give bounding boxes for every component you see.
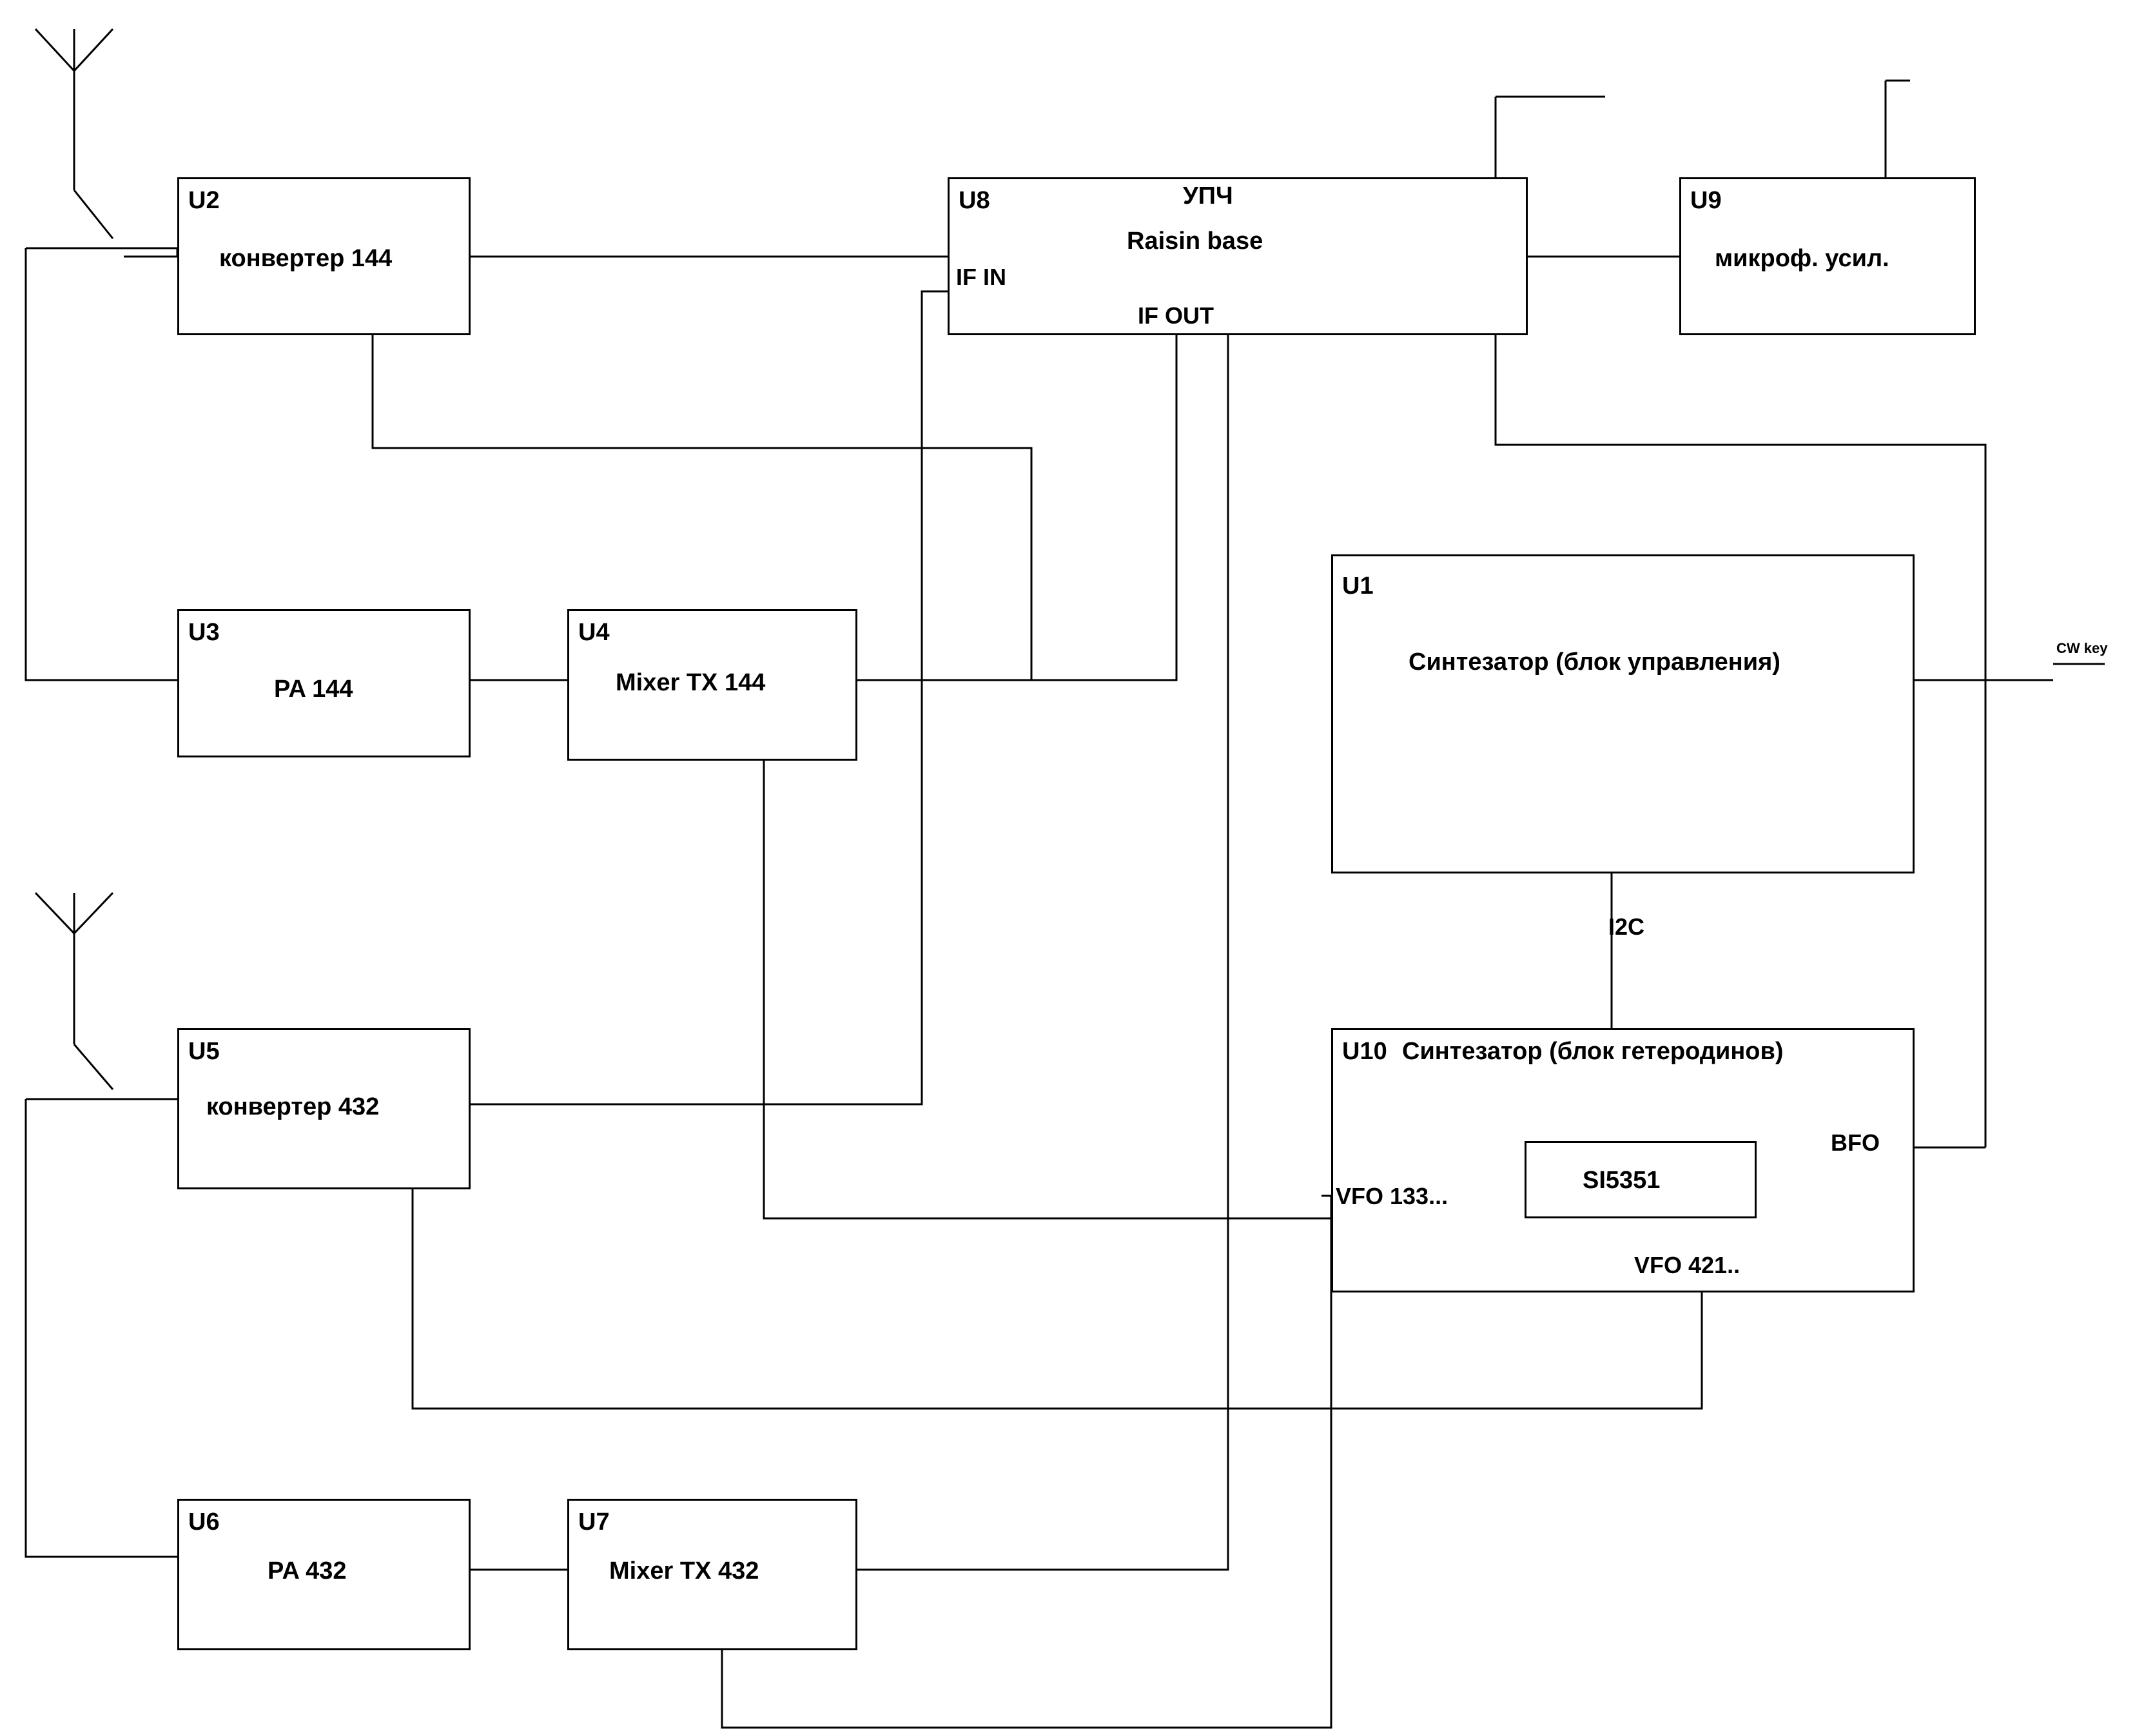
block-u1-label: Синтезатор (блок управления) [1409,649,1780,676]
block-u4-ref: U4 [578,619,610,646]
block-u5-ref: U5 [188,1038,220,1065]
block-u10-ref: U10 [1342,1038,1387,1065]
block-u6-label: PA 432 [268,1557,347,1585]
antenna-432-icon [35,893,113,1044]
port-bfo: BFO [1831,1129,1880,1156]
block-u3-label: PA 144 [274,676,353,703]
port-vfo-133: VFO 133... [1336,1183,1448,1209]
port-if-in: IF IN [956,264,1006,290]
block-u1[interactable] [1331,554,1915,873]
block-u8-label2: Raisin base [1127,228,1263,255]
antenna-144-icon [35,29,113,190]
block-u8-ref: U8 [959,187,990,214]
block-u8-label: УПЧ [1183,182,1233,210]
label-cw-key: CW key [2056,640,2108,656]
block-u3-ref: U3 [188,619,220,646]
rf-switch-432-icon [74,1044,177,1100]
rf-switch-144-icon [64,190,177,249]
cw-key-terminals-icon [2053,664,2105,690]
block-u2-ref: U2 [188,187,220,214]
block-u4-label: Mixer TX 144 [616,669,766,696]
block-u9-ref: U9 [1690,187,1722,214]
microphone-icon [1886,64,1956,187]
block-u9-label: микроф. усил. [1715,245,1889,272]
block-si5351-label: SI5351 [1583,1167,1661,1194]
port-i2c: I2C [1608,913,1645,940]
port-vfo-421: VFO 421.. [1634,1252,1741,1278]
block-u6-ref: U6 [188,1508,220,1536]
port-if-out: IF OUT [1138,302,1214,329]
speaker-icon [1605,29,1686,164]
block-u10-label: Синтезатор (блок гетеродинов) [1402,1038,1784,1065]
block-u5-label: конвертер 432 [206,1093,380,1120]
block-u7-label: Mixer TX 432 [609,1557,759,1585]
block-u1-ref: U1 [1342,572,1374,600]
block-u2-label: конвертер 144 [219,245,393,272]
block-u7-ref: U7 [578,1508,610,1536]
block-u8[interactable] [948,177,1528,335]
